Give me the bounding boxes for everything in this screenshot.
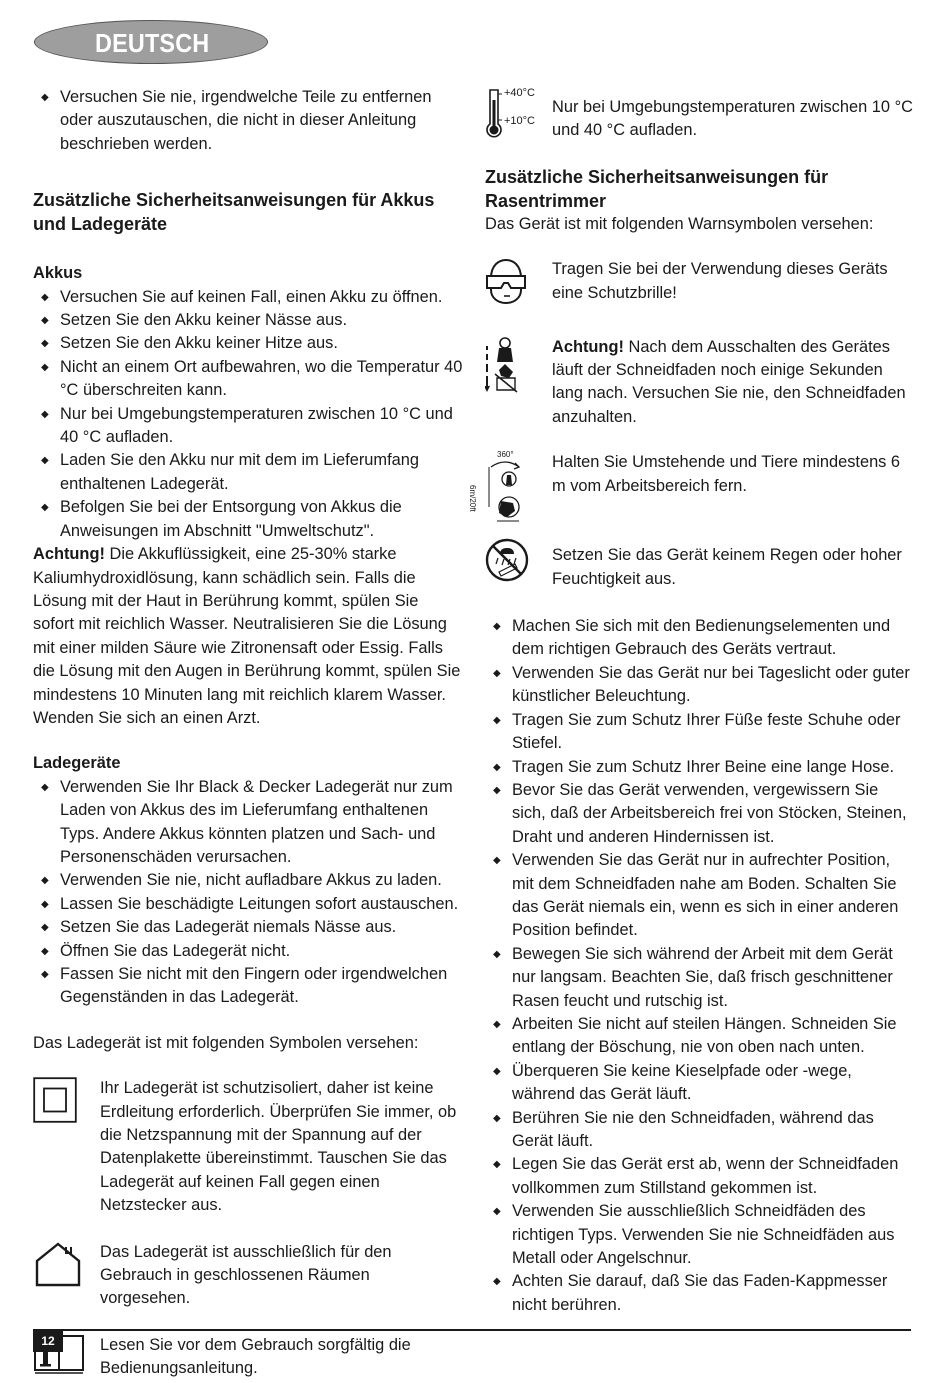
akkus-heading: Akkus: [33, 264, 83, 283]
list-item: ◆ Verwenden Sie nie, nicht aufladbare Akkus zu laden.: [33, 869, 463, 892]
akkus-bullet-list: [33, 286, 463, 543]
warn-row-safety-glasses: [485, 258, 915, 311]
list-item: ◆ Fassen Sie nicht mit den Fingern oder irgendwelchen Gegenständen in das Ladegerät.: [33, 963, 463, 1010]
left-column: [33, 86, 463, 1383]
no-rain-icon: [485, 538, 552, 589]
list-item: ◆ Versuchen Sie auf keinen Fall, einen Akku zu öffnen.: [33, 286, 463, 309]
list-item: ◆ Legen Sie das Gerät erst ab, wenn der Schneidfaden vollkommen zum Stillstand gekommen ist.: [485, 1153, 915, 1200]
warning-text: Die Akkuflüssigkeit, eine 25-30% starke Kaliumhydroxidlösung, kann schädlich sein. Falls die Lösung mit der Haut in Berührung kommt, spülen Sie sofort mit reichlich Wasser. Neutralisieren Sie die Lösung mit einer milden Säure wie Zitronensaft oder Essig. Falls die Lösung mit den Augen in Berührung kommt, spülen Sie mindestens 10 Minuten lang mit reichlich klarem Wasser. Wenden Sie sich an einen Arzt.: [33, 545, 461, 727]
page-number: 12: [33, 1330, 63, 1352]
warn-row-bystanders: [468, 450, 915, 527]
list-item: ◆ Bewegen Sie sich während der Arbeit mit dem Gerät nur langsam. Beachten Sie, daß frisch geschnittener Rasen feucht und rutschig ist.: [485, 943, 915, 1013]
warn-symbol-body: Nach dem Ausschalten des Gerätes läuft der Schneidfaden noch einige Sekunden lang nach. Versuchen Sie nie, den Schneidfaden anzuhalten.: [552, 337, 906, 426]
list-item: ◆ Verwenden Sie ausschließlich Schneidfäden des richtigen Typs. Verwenden Sie nie Schneidfäden aus Metall oder Angelschnur.: [485, 1200, 915, 1270]
indoor-use-house-icon: [33, 1241, 100, 1294]
symbol-text: Ihr Ladegerät ist schutzisoliert, daher ist keine Erdleitung erforderlich. Überprüfen Sie immer, ob die Netzspannung mit der Spannung auf der Datenplakette übereinstimmt. Tauschen Sie das Ladegerät auf keinen Fall gegen einen Netzstecker aus.: [100, 1079, 457, 1215]
list-item: ◆ Verwenden Sie das Gerät nur in aufrechter Position, mit dem Schneidfaden nahe am Boden. Schalten Sie das Gerät niemals ein, wenn es sich in einer anderen Position befindet.: [485, 849, 915, 943]
warning-label: Achtung!: [33, 545, 105, 564]
symbols-intro: Das Ladegerät ist mit folgenden Symbolen versehen:: [33, 1033, 419, 1052]
right-column: [468, 86, 915, 1317]
language-badge: [34, 20, 268, 64]
list-item: ◆ Nicht an einem Ort aufbewahren, wo die Temperatur 40 °C überschreiten kann.: [33, 356, 463, 403]
distance-angle-label: 360°: [497, 450, 514, 460]
ladegeraete-bullet-list: [33, 776, 463, 1010]
thermometer-icon: [485, 86, 552, 140]
warn-symbol-text: Setzen Sie das Gerät keinem Regen oder hoher Feuchtigkeit aus.: [552, 546, 902, 588]
list-item: ◆ Tragen Sie zum Schutz Ihrer Füße feste Schuhe oder Stiefel.: [485, 709, 915, 756]
list-item: ◆ Achten Sie darauf, daß Sie das Faden-Kappmesser nicht berühren.: [485, 1270, 915, 1317]
list-item: ◆ Lassen Sie beschädigte Leitungen sofort austauschen.: [33, 893, 463, 916]
list-item: ◆ Setzen Sie das Ladegerät niemals Nässe aus.: [33, 916, 463, 939]
list-item: ◆ Verwenden Sie das Gerät nur bei Tageslicht oder guter künstlicher Beleuchtung.: [485, 662, 915, 709]
list-item: ◆ Überqueren Sie keine Kieselpfade oder -wege, während das Gerät läuft.: [485, 1060, 915, 1107]
list-item: ◆ Versuchen Sie nie, irgendwelche Teile zu entfernen oder auszutauschen, die nicht in dieser Anleitung beschrieben werden.: [33, 86, 463, 156]
list-item: ◆ Arbeiten Sie nicht auf steilen Hängen. Schneiden Sie entlang der Böschung, nie von oben nach unten.: [485, 1013, 915, 1060]
double-insulation-icon: [33, 1077, 100, 1130]
temperature-text: Nur bei Umgebungstemperaturen zwischen 10 °C und 40 °C aufladen.: [552, 98, 913, 140]
warn-symbol-bold: Achtung!: [552, 337, 624, 356]
warn-symbol-text: Tragen Sie bei der Verwendung dieses Geräts eine Schutzbrille!: [552, 260, 888, 302]
list-item: ◆ Nur bei Umgebungstemperaturen zwischen 10 °C und 40 °C aufladen.: [33, 403, 463, 450]
distance-label: 6m/20ft: [468, 485, 477, 512]
ladegeraete-heading: Ladegeräte: [33, 754, 121, 773]
safety-glasses-icon: [485, 258, 552, 311]
cutting-line-runon-icon: [485, 336, 552, 401]
list-item: ◆ Laden Sie den Akku nur mit dem im Lieferumfang enthaltenen Ladegerät.: [33, 449, 463, 496]
list-item: ◆ Öffnen Sie das Ladegerät nicht.: [33, 940, 463, 963]
list-item: ◆ Verwenden Sie Ihr Black & Decker Ladegerät nur zum Laden von Akkus des im Lieferumfang enthaltenen Typs. Andere Akkus könnten platzen und Sach- und Personenschäden verursachen.: [33, 776, 463, 870]
language-label: DEUTSCH: [95, 28, 210, 58]
list-item: ◆ Tragen Sie zum Schutz Ihrer Beine eine lange Hose.: [485, 756, 915, 779]
list-item: ◆ Setzen Sie den Akku keiner Nässe aus.: [33, 309, 463, 332]
list-item: ◆ Befolgen Sie bei der Entsorgung von Akkus die Anweisungen im Abschnitt "Umweltschutz".: [33, 496, 463, 543]
symbol-text: Das Ladegerät ist ausschließlich für den Gebrauch in geschlossenen Räumen vorgesehen.: [100, 1242, 392, 1308]
symbol-row-indoor-use: [33, 1241, 463, 1311]
list-item: ◆ Berühren Sie nie den Schneidfaden, während das Gerät läuft.: [485, 1107, 915, 1154]
battery-warning-paragraph: [33, 543, 463, 730]
footer-rule: [33, 1329, 911, 1331]
symbol-row-read-manual: [33, 1334, 463, 1383]
symbol-row-double-insulation: [33, 1077, 463, 1217]
thermometer-max-label: +40°C: [504, 87, 536, 99]
temperature-row: [485, 86, 915, 143]
battery-section-title: Zusätzliche Sicherheitsanweisungen für Akkus und Ladegeräte: [33, 190, 435, 235]
thermometer-min-label: +10°C: [504, 115, 536, 127]
list-item: ◆ Bevor Sie das Gerät verwenden, vergewissern Sie sich, daß der Arbeitsbereich frei von Stöcken, Steinen, Draht und anderen Hindernissen ist.: [485, 779, 915, 849]
warn-row-no-rain: [485, 538, 915, 591]
list-item: ◆ Setzen Sie den Akku keiner Hitze aus.: [33, 332, 463, 355]
keep-bystanders-away-icon: [468, 450, 552, 527]
warn-symbol-text: Halten Sie Umstehende und Tiere mindestens 6 m vom Arbeitsbereich fern.: [552, 453, 901, 495]
trimmer-bullet-list: [485, 615, 915, 1317]
warn-row-line-runon: [485, 336, 915, 430]
trimmer-section-title: Zusätzliche Sicherheitsanweisungen für Rasentrimmer: [485, 166, 829, 211]
symbol-text: Lesen Sie vor dem Gebrauch sorgfältig die Bedienungsanleitung.: [100, 1335, 411, 1378]
warn-symbol-text: [552, 336, 915, 430]
list-item: ◆ Machen Sie sich mit den Bedienungselementen und dem richtigen Gebrauch des Geräts vertraut.: [485, 615, 915, 662]
intro-bullet-list: [33, 86, 463, 156]
warn-symbols-intro: Das Gerät ist mit folgenden Warnsymbolen versehen:: [485, 214, 874, 233]
